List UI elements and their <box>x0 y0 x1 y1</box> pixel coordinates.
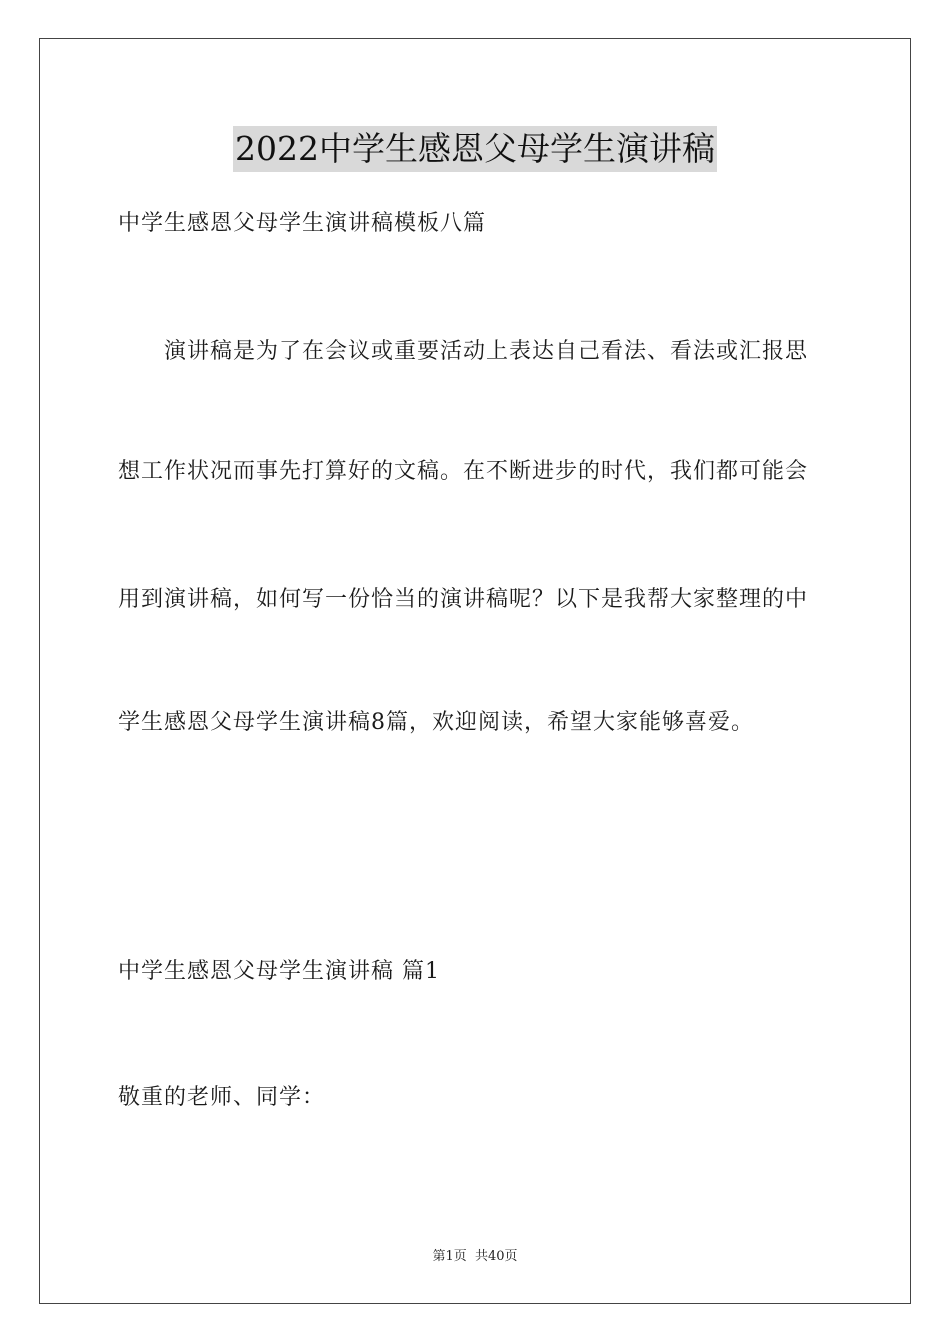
salutation: 敬重的老师、同学： <box>118 1085 326 1110</box>
section-heading: 中学生感恩父母学生演讲稿 篇1 <box>118 959 440 984</box>
intro-paragraph-line: 想工作状况而事先打算好的文稿。在不断进步的时代，我们都可能会 <box>118 459 809 484</box>
page-total: 共40页 <box>474 1249 518 1264</box>
document-title: 2022中学生感恩父母学生演讲稿 <box>233 126 717 172</box>
title-container <box>0 126 950 172</box>
page-footer <box>0 1248 950 1266</box>
page-number: 第1页 <box>432 1249 467 1264</box>
document-subtitle: 中学生感恩父母学生演讲稿模板八篇 <box>118 211 487 236</box>
intro-paragraph-line: 用到演讲稿，如何写一份恰当的演讲稿呢？以下是我帮大家整理的中 <box>118 587 809 612</box>
intro-paragraph-line: 学生感恩父母学生演讲稿8篇，欢迎阅读，希望大家能够喜爱。 <box>118 710 754 735</box>
intro-paragraph-line: 演讲稿是为了在会议或重要活动上表达自己看法、看法或汇报思 <box>164 339 809 364</box>
